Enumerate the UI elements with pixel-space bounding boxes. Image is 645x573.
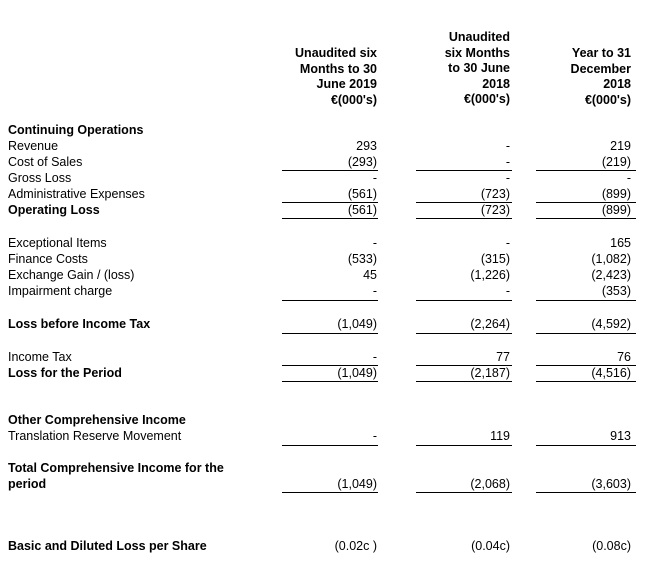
cell-operating-loss-h1-2018: (723): [480, 203, 510, 217]
header-line: €(000's): [584, 92, 631, 107]
subtotal-rule: [536, 300, 636, 301]
cell-eps-fy-2018: (0.08c): [592, 539, 631, 553]
cell-translation-fy-2018: 913: [610, 429, 631, 443]
column-header-fy-2018: [531, 46, 631, 108]
column-header-h1-2018: [410, 30, 510, 108]
label-line: Total Comprehensive Income for the: [8, 461, 224, 475]
cell-exceptional-items-fy-2018: 165: [610, 236, 631, 250]
cell-exceptional-items-h1-2018: -: [505, 236, 510, 250]
cell-loss-for-period-h1-2018: (2,187): [470, 366, 510, 380]
cell-loss-for-period-h1-2019: (1,049): [337, 366, 377, 380]
cell-income-tax-fy-2018: 76: [617, 350, 631, 364]
row-label-basic-diluted-loss-per-share: Basic and Diluted Loss per Share: [8, 539, 207, 553]
cell-exceptional-items-h1-2019: -: [372, 236, 377, 250]
row-label-total-comprehensive-income: [8, 460, 224, 492]
header-line: 2018: [482, 76, 510, 91]
row-label-revenue: Revenue: [8, 139, 59, 153]
cell-finance-costs-h1-2019: (533): [347, 252, 377, 266]
total-rule: [536, 218, 636, 219]
cell-eps-h1-2018: (0.04c): [471, 539, 510, 553]
total-rule: [416, 333, 512, 334]
total-rule: [536, 492, 636, 493]
cell-tci-h1-2018: (2,068): [470, 477, 510, 491]
total-rule: [282, 333, 378, 334]
header-line: June 2019: [316, 77, 377, 91]
subtotal-rule: [282, 300, 378, 301]
cell-loss-before-tax-h1-2018: (2,264): [470, 317, 510, 331]
row-label-finance-costs: Finance Costs: [8, 252, 88, 266]
cell-operating-loss-fy-2018: (899): [601, 203, 631, 217]
row-label-exceptional-items: Exceptional Items: [8, 236, 107, 250]
cell-finance-costs-h1-2018: (315): [480, 252, 510, 266]
cell-cost-of-sales-h1-2019: (293): [347, 155, 377, 169]
cell-income-tax-h1-2018: 77: [496, 350, 510, 364]
total-rule: [536, 381, 636, 382]
cell-tci-h1-2019: (1,049): [337, 477, 377, 491]
row-label-administrative-expenses: Administrative Expenses: [8, 187, 145, 201]
row-label-income-tax: Income Tax: [8, 350, 72, 364]
row-label-translation-reserve-movement: Translation Reserve Movement: [8, 429, 182, 443]
cell-loss-before-tax-h1-2019: (1,049): [337, 317, 377, 331]
cell-revenue-h1-2019: 293: [356, 139, 377, 153]
total-rule: [536, 333, 636, 334]
subtotal-rule: [536, 445, 636, 446]
label-line: period: [8, 477, 47, 491]
total-rule: [416, 492, 512, 493]
cell-cost-of-sales-h1-2018: -: [505, 155, 510, 169]
row-label-loss-for-the-period: Loss for the Period: [8, 366, 122, 380]
subtotal-rule: [416, 170, 512, 171]
row-label-impairment-charge: Impairment charge: [8, 284, 113, 298]
section-heading-other-comprehensive-income: Other Comprehensive Income: [8, 413, 186, 427]
cell-revenue-fy-2018: 219: [610, 139, 631, 153]
total-rule: [282, 218, 378, 219]
cell-translation-h1-2018: 119: [490, 429, 510, 443]
subtotal-rule: [282, 170, 378, 171]
cell-admin-expenses-fy-2018: (899): [601, 187, 631, 201]
cell-impairment-h1-2018: -: [505, 284, 510, 298]
header-line: €(000's): [330, 92, 377, 107]
cell-loss-for-period-fy-2018: (4,516): [591, 366, 631, 380]
cell-revenue-h1-2018: -: [505, 139, 510, 153]
cell-gross-loss-fy-2018: -: [626, 171, 631, 185]
cell-exchange-h1-2018: (1,226): [470, 268, 510, 282]
total-rule: [416, 218, 512, 219]
cell-impairment-h1-2019: -: [372, 284, 377, 298]
row-label-gross-loss: Gross Loss: [8, 171, 72, 185]
row-label-cost-of-sales: Cost of Sales: [8, 155, 83, 169]
header-line: 2018: [603, 77, 631, 91]
cell-income-tax-h1-2019: -: [372, 350, 377, 364]
cell-loss-before-tax-fy-2018: (4,592): [591, 317, 631, 331]
row-label-operating-loss: Operating Loss: [8, 203, 100, 217]
header-line: Months to 30: [299, 61, 377, 76]
cell-admin-expenses-h1-2018: (723): [480, 187, 510, 201]
header-line: Year to 31: [571, 46, 631, 60]
cell-operating-loss-h1-2019: (561): [347, 203, 377, 217]
total-rule: [282, 492, 378, 493]
cell-gross-loss-h1-2019: -: [372, 171, 377, 185]
cell-exchange-fy-2018: (2,423): [591, 268, 631, 282]
section-heading-continuing-operations: Continuing Operations: [8, 123, 144, 137]
header-line: €(000's): [463, 92, 510, 106]
header-line: December: [570, 61, 631, 76]
header-line: to 30 June: [448, 61, 510, 75]
cell-exchange-h1-2019: 45: [363, 268, 377, 282]
header-line: Unaudited: [448, 30, 510, 44]
row-label-exchange-gain-loss: Exchange Gain / (loss): [8, 268, 135, 282]
cell-finance-costs-fy-2018: (1,082): [591, 252, 631, 266]
cell-cost-of-sales-fy-2018: (219): [601, 155, 631, 169]
total-rule: [282, 381, 378, 382]
cell-impairment-fy-2018: (353): [601, 284, 631, 298]
subtotal-rule: [282, 445, 378, 446]
cell-gross-loss-h1-2018: -: [505, 171, 510, 185]
cell-translation-h1-2019: -: [372, 429, 377, 443]
cell-tci-fy-2018: (3,603): [591, 477, 631, 491]
row-label-loss-before-income-tax: Loss before Income Tax: [8, 317, 151, 331]
header-line: six Months: [444, 45, 510, 60]
cell-eps-h1-2019: (0.02c ): [334, 539, 377, 553]
header-line: Unaudited six: [295, 46, 377, 60]
subtotal-rule: [536, 170, 636, 171]
subtotal-rule: [416, 300, 512, 301]
subtotal-rule: [416, 445, 512, 446]
cell-admin-expenses-h1-2019: (561): [347, 187, 377, 201]
column-header-h1-2019: [267, 46, 377, 108]
total-rule: [416, 381, 512, 382]
